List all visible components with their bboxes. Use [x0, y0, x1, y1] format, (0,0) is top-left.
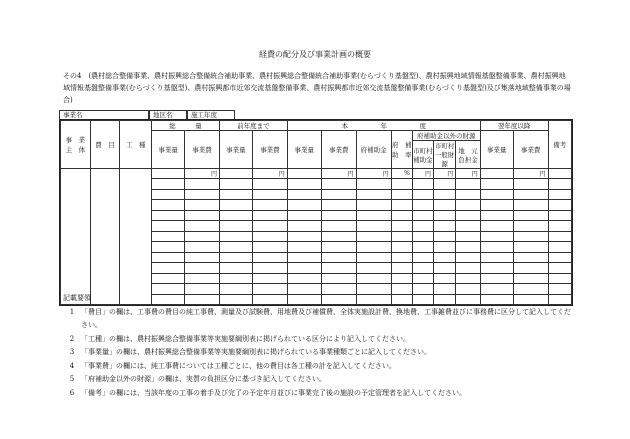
note-text: 「府補助金以外の財源」の欄は、実質の負担区分に基づき記入してください。 [81, 375, 326, 383]
header-total-qty: 事業量 [152, 131, 185, 169]
header-other-public: 市町村一般財源 [434, 142, 455, 168]
intro-text: その4 (農村総合整備事業、農村振興総合整備統合補助事業、農村振興総合整備統合補助事業(むらづくり基盤型)、農村振興地域情報基盤整備事業、農村振興地域情報基盤整備事業(むらづくり基盤型)、農村振興都市近郊交流基盤整備事業、農村振興都市近郊交流基盤整備事業(むらづくり基盤型)及び集落地域整備事業の場合) [63, 72, 571, 104]
header-next: 翌年度以降 [480, 121, 548, 131]
header-prev-qty: 事業量 [219, 131, 252, 169]
unit-yen: 円 [434, 169, 456, 179]
header-next-qty: 事業量 [480, 131, 513, 169]
note-item: 3 「事業量」の欄は、農村振興総合整備事業等実施要綱別表に掲げられている事業種類ごとに記入してください。 [63, 346, 575, 360]
header-total-cost: 事業費 [185, 131, 220, 169]
unit-yen: 円 [456, 169, 480, 179]
note-item: 4 「事業費」の欄には、純工事費については工種ごとに、他の費目は各工種の計を記入してください。 [63, 360, 575, 374]
unit-yen: 円 [412, 169, 433, 179]
type-cell [120, 169, 152, 305]
note-text: 「備考」の欄には、当該年度の工事の着手及び完了の予定年月並びに事業完了後の施設の予定管理者を記入してください。 [81, 388, 466, 397]
header-current: 本 年 度 [287, 121, 480, 131]
header-next-cost: 事業費 [513, 131, 548, 169]
item-cell [90, 169, 120, 305]
note-item: 6 「備考」の欄には、当該年度の工事の着手及び完了の予定年月並びに事業完了後の施設の予定管理者を記入してください。 [63, 387, 575, 401]
unit-yen: 円 [185, 169, 220, 179]
unit-yen: 円 [321, 169, 356, 179]
header-rate: 府 補 助 率 [391, 131, 412, 169]
header-entity: 事 業 主 体 [61, 121, 91, 169]
unit-pct: % [391, 169, 412, 179]
notes-section [63, 292, 575, 400]
district-name-label: 地区名 [149, 110, 187, 119]
note-text: 「事業量」の欄は、農村振興総合整備事業等実施要綱別表に掲げられている事業種類ごとに記入してください。 [81, 348, 431, 356]
entity-cell [61, 169, 91, 305]
header-notes: 備考 [548, 121, 571, 169]
header-total: 総 量 [152, 121, 220, 131]
header-municipal: 市町村補助金 [412, 141, 433, 169]
note-text: 「事業費」の欄には、純工事費については工種ごとに、他の費目は各工種の計を記入してください。 [81, 361, 396, 370]
header-item: 費 目 [90, 121, 120, 169]
header-cur-cost: 事業費 [321, 131, 356, 169]
year-label: 施工年度 [187, 110, 235, 119]
note-text: 「費目」の欄は、工事費の費目の純工事費、測量及び試験費、用地費及び補償費、全体実施設計費、換地費、工事雑費並びに事務費に区分して記入してください。 [81, 307, 571, 329]
meta-row [59, 110, 235, 119]
header-prev-cost: 事業費 [252, 131, 287, 169]
project-name-label: 事業名 [59, 110, 149, 119]
unit-yen: 円 [252, 169, 287, 179]
note-item: 2 「工種」の欄は、農村振興総合整備事業等実施要綱別表に掲げられている区分により記入してください。 [63, 333, 575, 347]
note-text: 「工種」の欄は、農村振興総合整備事業等実施要綱別表に掲げられている区分により記入してください。 [81, 334, 410, 343]
header-local: 地 元負担金 [456, 141, 480, 169]
note-item: 1 「費目」の欄は、工事費の費目の純工事費、測量及び試験費、用地費及び補償費、全体実施設計費、換地費、工事雑費並びに事務費に区分して記入してください。 [63, 306, 575, 333]
header-subsidy: 府補助金 [356, 131, 391, 169]
unit-yen: 円 [356, 169, 391, 179]
unit-yen: 円 [513, 169, 548, 179]
unit-row [61, 169, 572, 179]
header-prev: 前年度まで [219, 121, 287, 131]
header-other-funds: 府補助金以外の財源 [412, 131, 480, 141]
header-type: 工 種 [120, 121, 152, 169]
page-title: 経費の配分及び事業計画の概要 [259, 50, 371, 59]
note-item: 5 「府補助金以外の財源」の欄は、実質の負担区分に基づき記入してください。 [63, 373, 575, 387]
header-cur-qty: 事業量 [287, 131, 321, 169]
notes-heading: 記載要領 [63, 294, 91, 302]
budget-table [59, 119, 573, 306]
